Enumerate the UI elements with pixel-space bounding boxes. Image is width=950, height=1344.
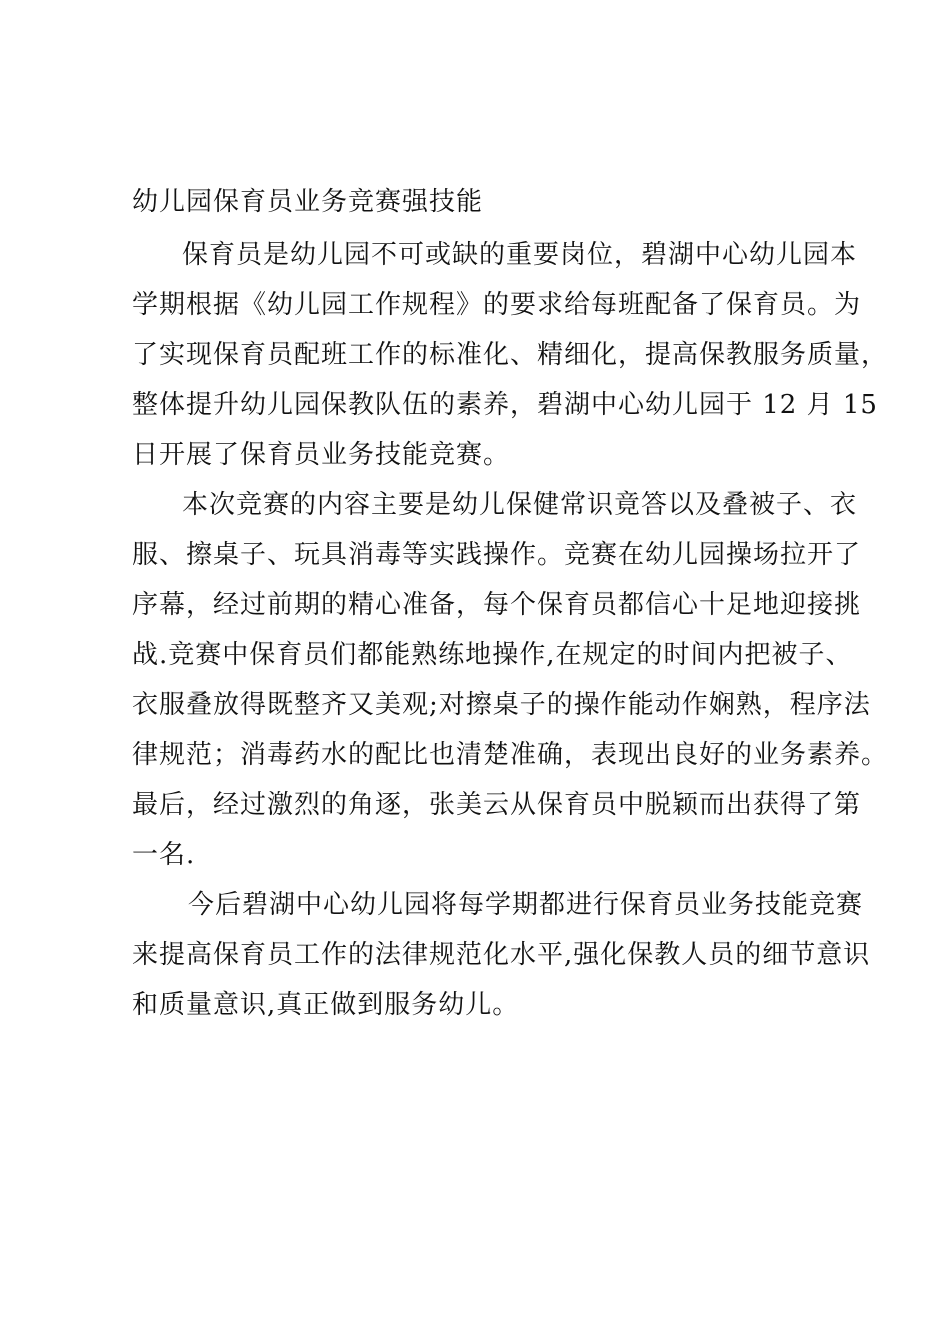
paragraph-1-line-2: 学期根据《幼儿园工作规程》的要求给每班配备了保育员。为 [132, 290, 862, 320]
paragraph-3-line-1: 今后碧湖中心幼儿园将每学期都进行保育员业务技能竞赛 [188, 890, 864, 920]
paragraph-1-line-4: 整体提升幼儿园保教队伍的素养，碧湖中心幼儿园于 12 月 15 [132, 390, 878, 420]
paragraph-2-line-6: 律规范；消毒药水的配比也清楚准确，表现出良好的业务素养。 [132, 740, 889, 770]
paragraph-3-line-2: 来提高保育员工作的法律规范化水平,强化保教人员的细节意识 [132, 940, 871, 970]
paragraph-2-line-4: 战.竞赛中保育员们都能熟练地操作,在规定的时间内把被子、 [132, 640, 853, 670]
paragraph-2-line-2: 服、擦桌子、玩具消毒等实践操作。竞赛在幼儿园操场拉开了 [132, 540, 862, 570]
paragraph-2-line-8: 一名. [132, 840, 196, 870]
paragraph-2-line-3: 序幕，经过前期的精心准备，每个保育员都信心十足地迎接挑 [132, 590, 862, 620]
paragraph-2-line-5: 衣服叠放得既整齐又美观;对擦桌子的操作能动作娴熟，程序法 [132, 690, 871, 720]
document-title: 幼儿园保育员业务竞赛强技能 [132, 187, 484, 217]
paragraph-2-line-7: 最后，经过激烈的角逐，张美云从保育员中脱颖而出获得了第 [132, 790, 862, 820]
paragraph-1-line-3: 了实现保育员配班工作的标准化、精细化，提高保教服务质量， [132, 340, 889, 370]
paragraph-3-line-3: 和质量意识,真正做到服务幼儿。 [132, 990, 520, 1020]
paragraph-2-line-1: 本次竞赛的内容主要是幼儿保健常识竟答以及叠被子、衣 [182, 490, 858, 520]
paragraph-1-line-5: 日开展了保育员业务技能竞赛。 [132, 440, 511, 470]
paragraph-1-line-1: 保育员是幼儿园不可或缺的重要岗位，碧湖中心幼儿园本 [182, 240, 858, 270]
